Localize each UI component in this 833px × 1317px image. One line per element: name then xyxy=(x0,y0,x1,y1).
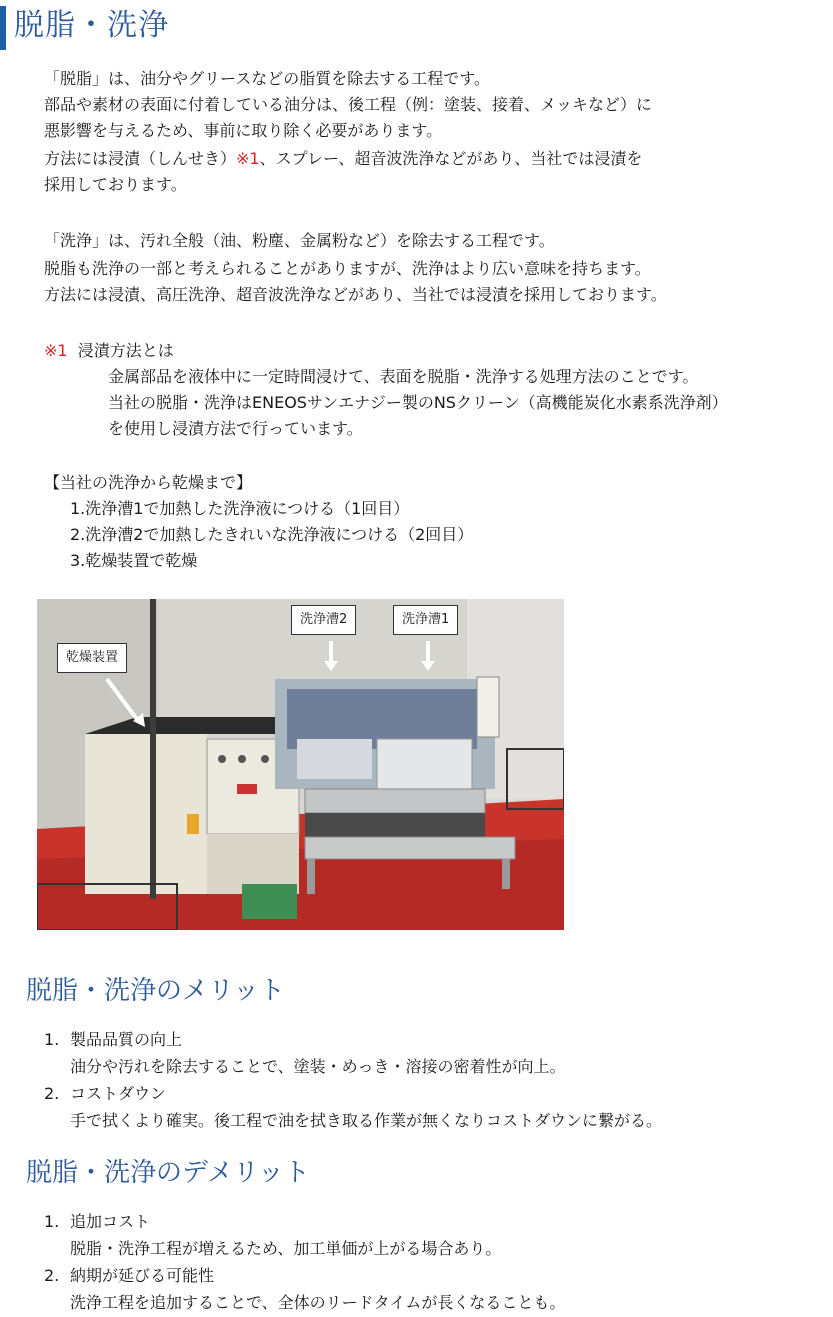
note-line: 当社の脱脂・洗浄はENEOSサンエナジー製のNSクリーン（高機能炭化水素系洗浄剤） xyxy=(108,393,728,412)
method-text: 、スプレー、超音波洗浄などがあり、当社では浸漬を xyxy=(259,149,643,168)
merit-item xyxy=(44,1026,662,1053)
merit-heading: コストダウン xyxy=(70,1084,167,1103)
demerit-heading: 納期が延びる可能性 xyxy=(70,1266,215,1285)
demerit-item xyxy=(44,1262,565,1289)
note-line: 金属部品を液体中に一定時間浸けて、表面を脱脂・洗浄する処理方法のことです。 xyxy=(108,367,699,386)
intro-wash-line: 脱脂も洗浄の一部と考えられることがありますが、洗浄はより広い意味を持ちます。 xyxy=(44,259,651,278)
merit-description: 油分や汚れを除去することで、塗装・めっき・溶接の密着性が向上。 xyxy=(70,1057,566,1076)
step-item: 3.乾燥装置で乾燥 xyxy=(70,551,198,570)
equipment-photo xyxy=(37,599,564,930)
list-number: 2. xyxy=(44,1084,60,1103)
merits-list xyxy=(44,1026,662,1134)
method-text: 方法には浸漬（しんせき） xyxy=(44,149,237,168)
intro-degrease-line: 悪影響を与えるため、事前に取り除く必要があります。 xyxy=(44,121,443,140)
demerit-description: 脱脂・洗浄工程が増えるため、加工単価が上がる場合あり。 xyxy=(70,1239,502,1258)
note-reference: ※1 xyxy=(236,149,260,168)
step-item: 2.洗浄漕2で加熱したきれいな洗浄液につける（2回目） xyxy=(70,525,474,544)
merit-description: 手で拭くより確実。後工程で油を拭き取る作業が無くなりコストダウンに繋がる。 xyxy=(70,1111,663,1130)
demerit-heading: 追加コスト xyxy=(70,1212,151,1231)
tank2-callout: 洗浄漕2 xyxy=(291,605,356,635)
note-mark: ※1 xyxy=(44,341,68,360)
demerit-item xyxy=(44,1208,565,1235)
intro-wash-line: 方法には浸漬、高圧洗浄、超音波洗浄などがあり、当社では浸漬を採用しております。 xyxy=(44,285,667,304)
tank1-callout: 洗浄漕1 xyxy=(393,605,458,635)
title-accent-bar xyxy=(0,6,6,50)
list-number: 2. xyxy=(44,1266,60,1285)
page-title: 脱脂・洗浄 xyxy=(14,8,169,43)
merit-item xyxy=(44,1080,662,1107)
steps-heading: 【当社の洗浄から乾燥まで】 xyxy=(44,473,253,492)
note-heading-line xyxy=(44,338,174,364)
note-heading: 浸漬方法とは xyxy=(77,341,174,360)
intro-wash-line: 「洗浄」は、汚れ全般（油、粉塵、金属粉など）を除去する工程です。 xyxy=(44,231,555,250)
demerits-title: 脱脂・洗浄のデメリット xyxy=(26,1158,310,1188)
step-item: 1.洗浄漕1で加熱した洗浄液につける（1回目） xyxy=(70,499,410,518)
list-number: 1. xyxy=(44,1030,60,1049)
method-line-2: 採用しております。 xyxy=(44,175,187,194)
merit-heading: 製品品質の向上 xyxy=(70,1030,183,1049)
intro-degrease-line: 部品や素材の表面に付着している油分は、後工程（例：塗装、接着、メッキなど）に xyxy=(44,95,653,114)
method-line xyxy=(44,146,642,172)
note-line: を使用し浸漬方法で行っています。 xyxy=(108,419,363,438)
intro-degrease-line: 「脱脂」は、油分やグリースなどの脂質を除去する工程です。 xyxy=(44,69,490,88)
demerits-list xyxy=(44,1208,565,1316)
merits-title: 脱脂・洗浄のメリット xyxy=(26,976,285,1006)
dryer-callout: 乾燥装置 xyxy=(57,643,127,673)
list-number: 1. xyxy=(44,1212,60,1231)
process-steps xyxy=(44,470,473,574)
demerit-description: 洗浄工程を追加することで、全体のリードタイムが長くなることも。 xyxy=(70,1293,566,1312)
